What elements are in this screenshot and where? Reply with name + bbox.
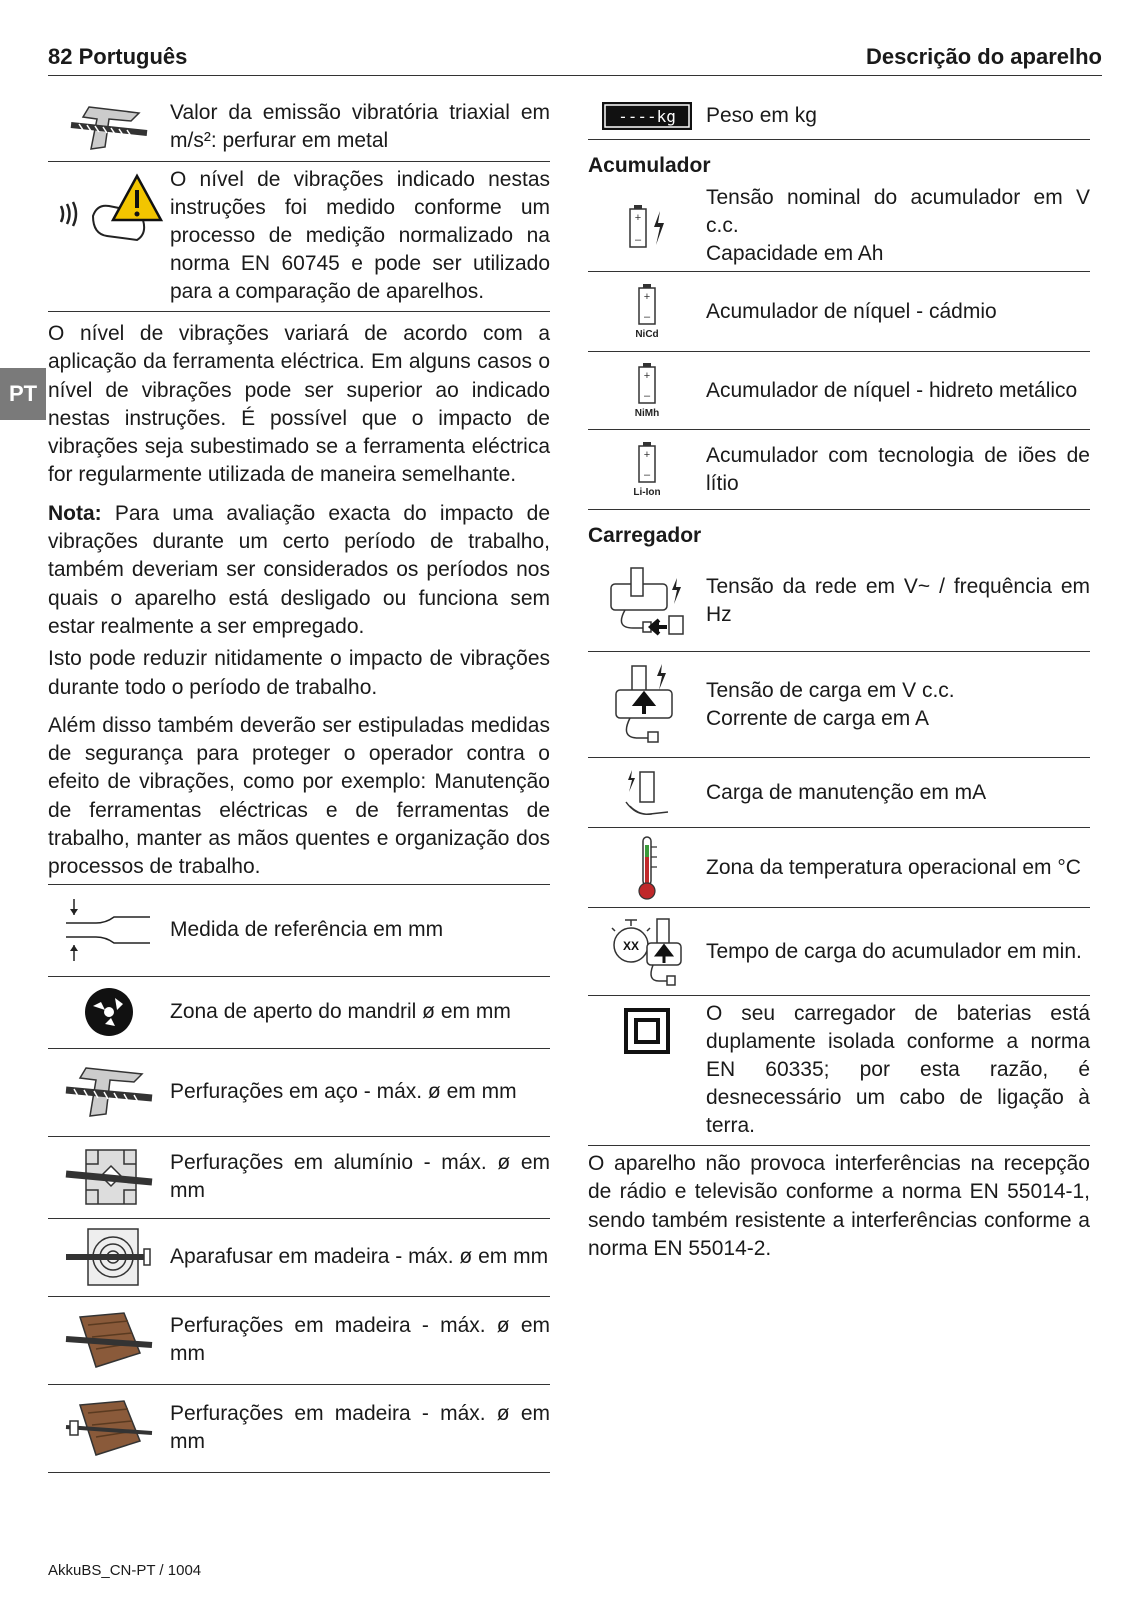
weight-icon [588, 92, 706, 139]
weight-display-text: ----kg [618, 106, 676, 126]
paragraph-interference: O aparelho não provoca interferências na recepção de rádio e televisão conforme a norma EN 55014-1, sendo também resistente a interferências conforme a norma EN 55014-2. [588, 1152, 1090, 1260]
charge-time-row [588, 908, 1090, 996]
section-title: Descrição do aparelho [866, 44, 1102, 69]
nimh-battery-icon [588, 352, 706, 429]
drill-wood-text-1: Perfurações em madeira - máx. ø em mm [170, 1314, 550, 1366]
svg-text:+: + [643, 290, 651, 303]
vibration-metal-text: Valor da emissão vibratória triaxial em m/s²: perfurar em metal [170, 100, 550, 152]
charge-time-text: Tempo de carga do acumulador em min. [706, 939, 1082, 963]
nicd-battery-icon [588, 272, 706, 351]
drill-wood-row-1 [48, 1297, 550, 1385]
double-insulation-row [588, 996, 1090, 1146]
vibration-warning-text: O nível de vibrações indicado nestas instruções foi medido conforme um processo de medição normalizado na norma EN 60745 e pode ser utilizado para a comparação de aparelhos. [170, 168, 550, 303]
charge-voltage-text: Tensão de carga em V c.c. [706, 678, 955, 702]
vibration-metal-row [48, 92, 550, 162]
page-header [48, 44, 1102, 76]
drill-wood-row-2 [48, 1385, 550, 1473]
drill-steel-text: Perfurações em aço - máx. ø em mm [170, 1080, 517, 1104]
vibration-warning-row [48, 162, 550, 312]
maintenance-charge-text: Carga de manutenção em mA [706, 780, 987, 804]
mains-charger-icon [588, 550, 706, 651]
drill-steel-row [48, 1049, 550, 1137]
paragraph-safety: Além disso também deverão ser estipuladas medidas de segurança para proteger o operador contra o efeito de vibrações, como por exemplo: Manutenção de ferramentas eléctricas e de ferramentas de trabalho, manter as mãos quentes e organização dos processos de trabalho. [48, 712, 550, 885]
li-ion-row [588, 430, 1090, 510]
charger-title: Carregador [588, 524, 702, 547]
page-number-language: 82 Português [48, 44, 188, 69]
charge-output-icon [588, 652, 706, 757]
weight-text: Peso em kg [706, 103, 817, 127]
accumulator-title: Acumulador [588, 154, 711, 177]
nicd-label: NiCd [635, 328, 659, 340]
weight-row [588, 92, 1090, 140]
battery-voltage-icon [588, 180, 706, 271]
nominal-voltage-row [588, 180, 1090, 272]
drill-metal-icon [48, 92, 170, 161]
drill-aluminium-row [48, 1137, 550, 1219]
paragraph-reduce: Isto pode reduzir nitidamente o impacto de vibrações durante todo o período de trabalho. [48, 647, 550, 699]
charge-timer-icon [588, 908, 706, 995]
charge-voltage-row [588, 652, 1090, 758]
charge-current-text: Corrente de carga em A [706, 706, 929, 730]
thermometer-icon [588, 828, 706, 907]
reference-measure-icon [48, 885, 170, 976]
note-text: Para uma avaliação exacta do impacto de vibrações durante um certo período de trabalho, também deveriam ser considerados os períodos nos quais o aparelho está desligado ou funciona sem estar realmente a ser empregado. [48, 501, 550, 638]
vibration-warning-icon [48, 162, 170, 311]
nicd-row [588, 272, 1090, 352]
mains-voltage-row [588, 550, 1090, 652]
left-column [48, 92, 550, 1473]
svg-text:–: – [643, 389, 651, 402]
paragraph-vibration-level: O nível de vibrações variará de acordo com a aplicação da ferramenta eléctrica. Em alguns casos o nível de vibrações pode ser superior ao indicado nestas instruções. É possível que o impacto de vibrações seja subestimado se a ferramenta eléctrica for regularmente utilizada de maneira semelhante. [48, 322, 550, 487]
maintenance-charge-icon [588, 758, 706, 827]
paragraph-note [48, 500, 550, 641]
timer-label: XX [622, 938, 640, 953]
drill-aluminium-icon [48, 1137, 170, 1218]
nimh-row [588, 352, 1090, 430]
right-column [588, 92, 1090, 1263]
svg-text:–: – [643, 310, 651, 323]
drill-wood-icon [48, 1297, 170, 1384]
maintenance-charge-row [588, 758, 1090, 828]
drill-steel-icon [48, 1049, 170, 1136]
screw-wood-row [48, 1219, 550, 1297]
svg-text:–: – [643, 468, 651, 481]
nominal-voltage-text: Tensão nominal do acumulador em V c.c. [706, 185, 1090, 237]
screw-wood-icon [48, 1219, 170, 1296]
nicd-text: Acumulador de níquel - cádmio [706, 299, 997, 323]
drill-aluminium-text: Perfurações em alumínio - máx. ø em mm [170, 1151, 550, 1203]
svg-text:+: + [634, 211, 642, 224]
screw-wood-text: Aparafusar em madeira - máx. ø em mm [170, 1245, 549, 1269]
chuck-range-text: Zona de aperto do mandril ø em mm [170, 1000, 511, 1024]
double-insulation-icon [588, 996, 706, 1054]
language-tab: PT [0, 368, 46, 420]
double-insulation-text: O seu carregador de baterias está duplamente isolada conforme a norma EN 60335; por esta razão, é desnecessário um cabo de ligação à terra. [706, 1002, 1090, 1137]
mains-voltage-text: Tensão da rede em V~ / frequência em Hz [706, 574, 1090, 626]
svg-text:+: + [643, 369, 651, 382]
drill-wood-flat-icon [48, 1385, 170, 1472]
capacity-text: Capacidade em Ah [706, 241, 884, 265]
li-ion-label: Li-Ion [633, 486, 661, 498]
footer-doc-id: AkkuBS_CN-PT / 1004 [48, 1562, 202, 1579]
svg-text:+: + [643, 448, 651, 461]
temperature-text: Zona da temperatura operacional em °C [706, 855, 1081, 879]
reference-measure-text: Medida de referência em mm [170, 918, 444, 942]
temperature-row [588, 828, 1090, 908]
note-label: Nota: [48, 501, 102, 525]
nimh-label: NiMh [634, 407, 660, 419]
nimh-text: Acumulador de níquel - hidreto metálico [706, 378, 1078, 402]
chuck-icon [48, 977, 170, 1048]
li-ion-battery-icon [588, 430, 706, 509]
svg-text:–: – [634, 233, 642, 246]
reference-measure-row [48, 885, 550, 977]
drill-wood-text-2: Perfurações em madeira - máx. ø em mm [170, 1402, 550, 1454]
chuck-range-row [48, 977, 550, 1049]
li-ion-text: Acumulador com tecnologia de iões de lítio [706, 443, 1090, 495]
